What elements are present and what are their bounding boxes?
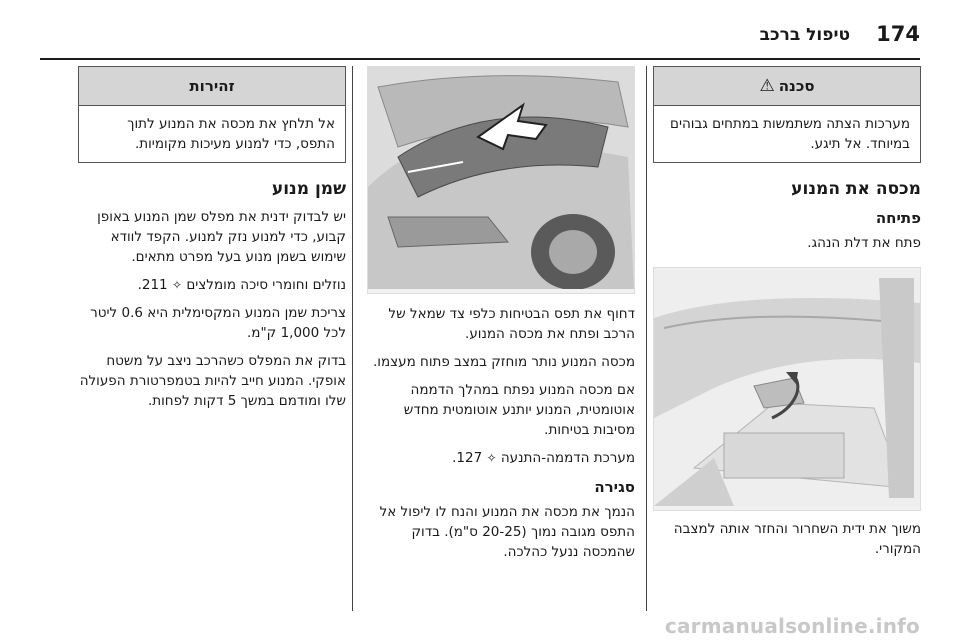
hood-release-drawing [654, 268, 920, 506]
page-number: 174 [876, 22, 920, 46]
oil-consumption-text: צריכת שמן המנוע המקסימלית היא 0.6 ליטר לכל 1,000 ק"מ. [90, 305, 346, 341]
caution-title: זהירות [189, 77, 235, 95]
engine-oil-heading: שמן מנוע [271, 179, 346, 199]
page-header [40, 22, 920, 56]
danger-box-header [654, 67, 920, 106]
closing-text: הנמך את מכסה את המנוע והנח לו ליפול אל התפס מגובה נמוך (20-25 ס"מ). בדוק שהמכסה ננעל כהלכה. [379, 504, 635, 560]
fluids-reference: נוזלים וחומרי סיכה מומלצים ✧ 211. [137, 277, 346, 293]
reference-icon: ✧ [486, 451, 497, 465]
safety-catch-text: דחוף את תפס הבטיחות כלפי צד שמאל של הרכב ופתח את מכסה המנוע. [388, 306, 635, 342]
danger-title: סכנה [778, 77, 815, 95]
danger-box [653, 66, 921, 163]
release-caption: משוך את ידית השחרור והחזר אותה למצבה המקורי. [673, 521, 921, 557]
oil-level-check-text: בדוק את המפלס כשהרכב ניצב על משטח אופקי. המנוע חייב להיות בטמפרטורת הפעולה שלו ומודמם במשך 5 דקות לפחות. [79, 353, 346, 409]
header-rule [40, 58, 920, 60]
stop-start-page: 127 [456, 450, 483, 466]
fluids-label: נוזלים וחומרי סיכה מומלצים [186, 277, 346, 293]
stop-start-label: מערכת הדממה-התנעה [500, 450, 635, 466]
opening-subheading: פתיחה [875, 209, 921, 227]
column-divider [352, 66, 353, 611]
reference-icon: ✧ [171, 278, 183, 292]
closing-subheading: סגירה [594, 478, 635, 496]
autostop-text: אם מכסה המנוע נפתח במהלך הדממה אוטומטית, המנוע יותנע אוטומטית מחדש מסיבות בטיחות. [403, 382, 635, 438]
middle-column [367, 66, 635, 570]
chapter-title: טיפול ברכב [759, 25, 850, 45]
stop-start-reference: מערכת הדממה-התנעה ✧ 127. [452, 450, 635, 466]
right-column [653, 66, 921, 567]
hood-open-illustration [367, 66, 635, 294]
caution-text: אל תלחץ את מכסה את המנוע לתוך התפס, כדי למנוע מעיכות מקומיות. [127, 116, 335, 152]
hood-release-illustration [653, 267, 921, 511]
caution-box-header [79, 67, 345, 106]
watermark: carmanualsonline.info [664, 614, 920, 638]
caution-box [78, 66, 346, 163]
left-column [78, 66, 346, 419]
car-hood-drawing [368, 67, 634, 289]
fluids-page: 211 [141, 277, 168, 293]
column-divider [646, 66, 647, 611]
danger-text: מערכות הצתה משתמשות במתחים גבוהים במיוחד. אל תיגע. [670, 116, 910, 152]
hood-stays-open-text: מכסה המנוע נותר מוחזק במצב פתוח מעצמו. [372, 354, 635, 370]
warning-triangle-icon: ⚠ [759, 76, 775, 96]
oil-check-text: יש לבדוק ידנית את מפלס שמן המנוע באופן קבוע, כדי למנוע נזק למנוע. הקפד לוודא שימוש בשמן מנוע בעל מפרט מתאים. [97, 209, 346, 265]
hood-heading: מכסה את המנוע [791, 179, 921, 199]
open-instruction: פתח את דלת הנהג. [807, 235, 921, 251]
